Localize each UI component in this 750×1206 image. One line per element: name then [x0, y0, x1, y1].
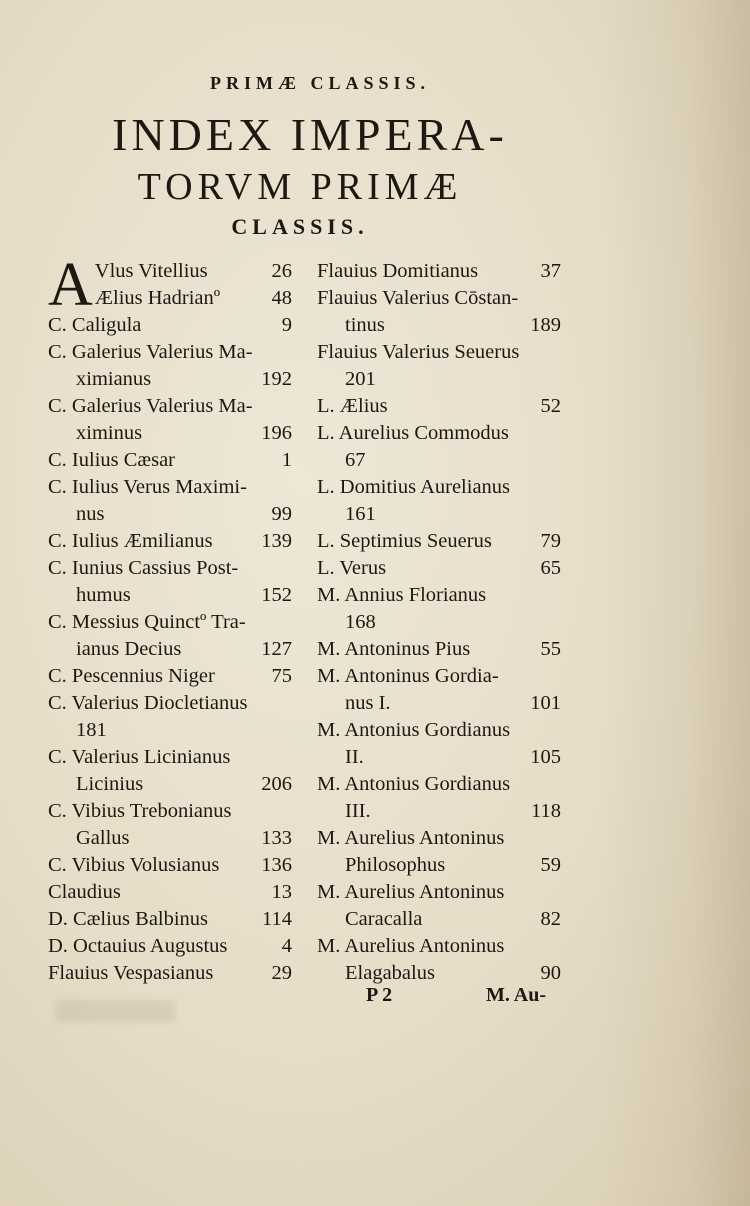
- index-entry: [317, 420, 561, 447]
- entry-name: C. Valerius Diocletianus: [48, 692, 248, 714]
- entry-page: [557, 474, 561, 501]
- entry-page: [557, 420, 561, 447]
- entry-name: nus I.: [345, 692, 391, 714]
- entry-name: Claudius: [48, 881, 121, 903]
- entry-name: C. Messius Quinctº Tra-: [48, 611, 246, 633]
- entry-name: M. Aurelius Antoninus: [317, 935, 505, 957]
- entry-page: 37: [540, 260, 561, 282]
- entry-page: [557, 366, 561, 393]
- right-index-column: [317, 258, 561, 987]
- index-entry: [48, 366, 292, 393]
- index-entry: [48, 528, 292, 555]
- index-entry: [317, 717, 561, 744]
- entry-page: [288, 744, 292, 771]
- entry-name: ximinus: [76, 422, 143, 444]
- entry-name: C. Galerius Valerius Ma-: [48, 341, 253, 363]
- entry-name: 168: [345, 611, 376, 633]
- entry-page: [557, 582, 561, 609]
- running-head: PRIMÆ CLASSIS.: [209, 73, 431, 93]
- entry-page: 75: [271, 665, 292, 687]
- entry-name: D. Octauius Augustus: [48, 935, 228, 957]
- index-entry: [317, 528, 561, 555]
- first-entries: [48, 258, 292, 312]
- entry-name: Flauius Vespasianus: [48, 962, 214, 984]
- entry-page: [557, 717, 561, 744]
- entry-page: 152: [261, 584, 292, 606]
- entry-page: 59: [540, 854, 561, 876]
- entry-page: 189: [530, 314, 561, 336]
- index-entry: [48, 609, 292, 636]
- entry-name: Philosophus: [345, 854, 446, 876]
- entry-name: II.: [345, 746, 364, 768]
- entry-page: 118: [531, 800, 561, 822]
- entry-page: 82: [540, 908, 561, 930]
- entry-page: [288, 609, 292, 636]
- index-entry: [95, 258, 292, 285]
- entry-name: M. Aurelius Antoninus: [317, 881, 505, 903]
- index-entry: [48, 420, 292, 447]
- index-entry: [317, 474, 561, 501]
- entry-name: C. Iunius Cassius Post-: [48, 557, 239, 579]
- index-entry: [317, 906, 561, 933]
- entry-name: C. Pescennius Niger: [48, 665, 215, 687]
- index-entry: [48, 852, 292, 879]
- index-entry: [48, 771, 292, 798]
- entry-name: Flauius Valerius Cōstan-: [317, 287, 519, 309]
- index-entry: [317, 393, 561, 420]
- entry-name: Vlus Vitellius: [94, 260, 208, 282]
- entry-name: C. Caligula: [48, 314, 142, 336]
- entry-name: Caracalla: [345, 908, 423, 930]
- index-entry: [317, 852, 561, 879]
- entry-name: C. Iulius Cæsar: [48, 449, 175, 471]
- index-entry: [48, 933, 292, 960]
- index-entry: [317, 582, 561, 609]
- entry-name: L. Ælius: [317, 395, 388, 417]
- entry-name: M. Antoninus Gordia-: [317, 665, 499, 687]
- entry-name: III.: [345, 800, 371, 822]
- entry-page: 26: [271, 260, 292, 282]
- entry-page: 52: [540, 395, 561, 417]
- index-entry: [317, 447, 561, 474]
- entry-name: Flauius Valerius Seuerus: [317, 341, 520, 363]
- entry-name: C. Iulius Æmilianus: [48, 530, 213, 552]
- entry-name: Flauius Domitianus: [317, 260, 479, 282]
- entry-name: ximianus: [76, 368, 152, 390]
- index-entry: [317, 960, 561, 987]
- entry-name: C. Vibius Volusianus: [48, 854, 220, 876]
- entry-page: 105: [530, 746, 561, 768]
- entry-page: [557, 663, 561, 690]
- entry-name: C. Valerius Licinianus: [48, 746, 231, 768]
- index-entry: [48, 555, 292, 582]
- entry-name: D. Cælius Balbinus: [48, 908, 209, 930]
- entry-name: L. Verus: [317, 557, 387, 579]
- entry-page: 101: [530, 692, 561, 714]
- catchword: M. Au-: [486, 984, 546, 1006]
- entry-name: M. Antoninus Pius: [317, 638, 471, 660]
- entry-page: 114: [262, 908, 292, 930]
- index-entry: [95, 285, 292, 312]
- index-entry: [48, 312, 292, 339]
- entry-page: 127: [261, 638, 292, 660]
- entry-name: L. Septimius Seuerus: [317, 530, 492, 552]
- entry-name: 181: [76, 719, 107, 741]
- entry-page: [557, 879, 561, 906]
- index-entry: [317, 339, 561, 366]
- index-entry: [48, 798, 292, 825]
- entry-name: Elagabalus: [345, 962, 435, 984]
- entry-page: [288, 555, 292, 582]
- entry-page: [288, 690, 292, 717]
- entry-name: M. Antonius Gordianus: [317, 773, 511, 795]
- left-entries: [48, 312, 292, 987]
- index-entry: [48, 717, 292, 744]
- index-entry: [317, 933, 561, 960]
- entry-name: humus: [76, 584, 131, 606]
- entry-page: [557, 609, 561, 636]
- entry-page: 48: [271, 287, 292, 309]
- drop-capital: A: [48, 258, 93, 312]
- entry-page: 196: [261, 422, 292, 444]
- index-entry: [317, 555, 561, 582]
- entry-name: C. Galerius Valerius Ma-: [48, 395, 253, 417]
- title-line-1: INDEX IMPERA-: [112, 109, 508, 160]
- entry-page: 9: [281, 314, 292, 336]
- index-entry: [48, 339, 292, 366]
- title-line-2: TORVM PRIMÆ: [137, 166, 463, 208]
- index-entry: [317, 771, 561, 798]
- entry-name: 161: [345, 503, 376, 525]
- index-entry: [48, 636, 292, 663]
- entry-page: [557, 933, 561, 960]
- index-entry: [48, 825, 292, 852]
- index-entry: [48, 393, 292, 420]
- entry-name: M. Antonius Gordianus: [317, 719, 511, 741]
- entry-name: M. Aurelius Antoninus: [317, 827, 505, 849]
- entry-page: [288, 339, 292, 366]
- entry-name: Ælius Hadrianº: [94, 287, 221, 309]
- entry-page: 139: [261, 530, 292, 552]
- entry-name: L. Domitius Aurelianus: [317, 476, 511, 498]
- index-entry: [48, 690, 292, 717]
- index-entry: [48, 906, 292, 933]
- index-entry: [317, 312, 561, 339]
- index-entry: [317, 285, 561, 312]
- entry-name: C. Iulius Verus Maximi-: [48, 476, 247, 498]
- entry-page: [288, 474, 292, 501]
- entry-page: 133: [261, 827, 292, 849]
- title-line-3: CLASSIS.: [231, 214, 369, 239]
- entry-page: 1: [281, 449, 292, 471]
- index-entry: [48, 744, 292, 771]
- bleed-through-shadow: [55, 1000, 175, 1022]
- entry-name: nus: [76, 503, 105, 525]
- index-entry: [48, 663, 292, 690]
- entry-page: [557, 339, 561, 366]
- index-entry: [317, 825, 561, 852]
- index-entry: [317, 663, 561, 690]
- index-entry: [317, 690, 561, 717]
- entry-name: C. Vibius Trebonianus: [48, 800, 232, 822]
- entry-page: [557, 285, 561, 312]
- entry-page: [288, 798, 292, 825]
- entry-page: [288, 393, 292, 420]
- index-entry: [317, 879, 561, 906]
- entry-page: 99: [271, 503, 292, 525]
- index-entry: [317, 366, 561, 393]
- entry-page: 206: [261, 773, 292, 795]
- entry-page: 55: [540, 638, 561, 660]
- entry-page: 192: [261, 368, 292, 390]
- entry-page: [557, 447, 561, 474]
- index-entry: [317, 744, 561, 771]
- right-entries: [317, 258, 561, 987]
- entry-name: M. Annius Florianus: [317, 584, 487, 606]
- entry-page: 90: [540, 962, 561, 984]
- entry-page: 79: [540, 530, 561, 552]
- entry-name: L. Aurelius Commodus: [317, 422, 509, 444]
- entry-page: [557, 825, 561, 852]
- signature-mark: P 2: [366, 984, 393, 1006]
- index-entry: [48, 447, 292, 474]
- entry-name: tinus: [345, 314, 385, 336]
- entry-page: [557, 501, 561, 528]
- index-entry: [48, 582, 292, 609]
- entry-name: 67: [345, 449, 366, 471]
- entry-page: [557, 771, 561, 798]
- index-entry: [317, 636, 561, 663]
- index-entry: [317, 258, 561, 285]
- index-entry: [48, 879, 292, 906]
- entry-page: 29: [271, 962, 292, 984]
- index-entry: [48, 501, 292, 528]
- page-edge-shading: [600, 0, 750, 1206]
- index-entry: [317, 609, 561, 636]
- index-entry: [317, 501, 561, 528]
- entry-name: Gallus: [76, 827, 130, 849]
- entry-name: ianus Decius: [76, 638, 182, 660]
- index-entry: [48, 474, 292, 501]
- entry-name: Licinius: [76, 773, 144, 795]
- index-entry: [48, 960, 292, 987]
- entry-page: 4: [281, 935, 292, 957]
- entry-page: 136: [261, 854, 292, 876]
- index-entry: [317, 798, 561, 825]
- left-index-column: [48, 258, 292, 987]
- entry-page: [288, 717, 292, 744]
- entry-name: 201: [345, 368, 376, 390]
- entry-page: 65: [540, 557, 561, 579]
- entry-page: 13: [271, 881, 292, 903]
